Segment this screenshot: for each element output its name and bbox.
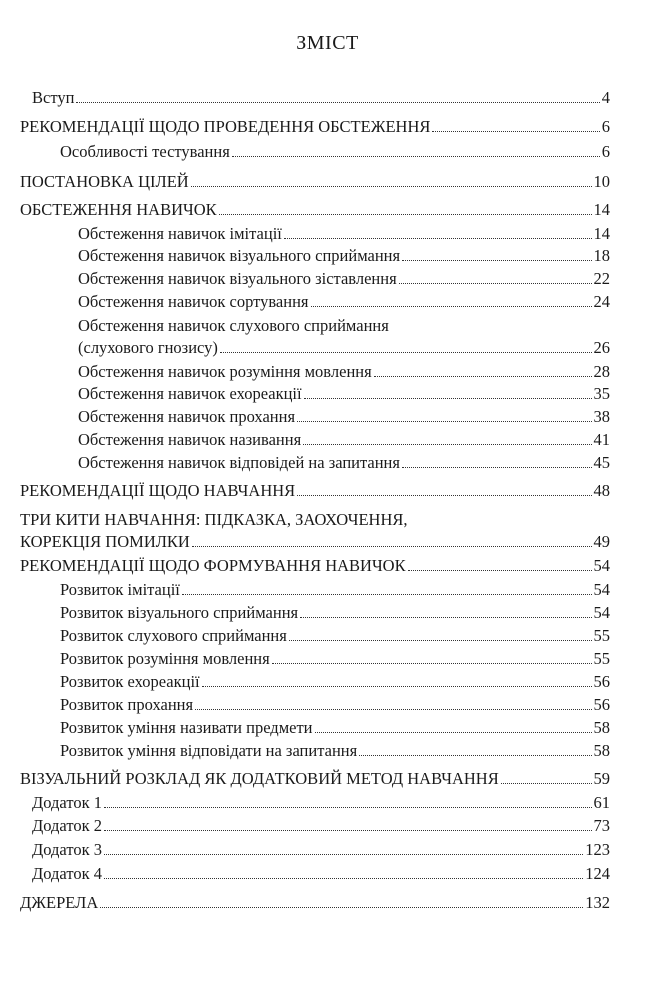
toc-entry-label: Додаток 2 [32, 816, 102, 835]
dot-leader [408, 569, 592, 571]
toc-entry-page-number: 35 [593, 384, 610, 403]
toc-entry-page-number: 59 [593, 769, 610, 788]
dot-leader [104, 829, 592, 831]
toc-entry[interactable] [78, 407, 610, 427]
dot-leader [359, 754, 591, 756]
toc-entry-page-number: 58 [593, 718, 610, 737]
toc-entry-label: ВІЗУАЛЬНИЙ РОЗКЛАД ЯК ДОДАТКОВИЙ МЕТОД НАВЧАННЯ [20, 769, 499, 788]
toc-entry[interactable] [20, 532, 610, 552]
dot-leader [315, 731, 592, 733]
toc-entry-label: Розвиток розуміння мовлення [60, 649, 270, 668]
toc-entry[interactable] [20, 893, 610, 913]
toc-entry[interactable] [20, 481, 610, 501]
toc-entry-page-number: 132 [585, 893, 610, 912]
toc-entry-page-number: 56 [593, 695, 610, 714]
toc-entry-page-number: 14 [593, 224, 610, 243]
toc-entry-page-number: 124 [585, 864, 610, 883]
toc-entry[interactable] [78, 453, 610, 473]
toc-entry[interactable] [60, 649, 610, 669]
toc-entry[interactable] [78, 384, 610, 404]
toc-entry-label: ПОСТАНОВКА ЦІЛЕЙ [20, 172, 189, 191]
toc-entry-label: Вступ [32, 88, 75, 107]
dot-leader [300, 616, 591, 618]
toc-entry-page-number: 58 [593, 741, 610, 760]
toc-entry[interactable] [78, 292, 610, 312]
toc-entry[interactable] [78, 269, 610, 289]
dot-leader [220, 351, 592, 353]
toc-entry[interactable] [60, 626, 610, 646]
dot-leader [303, 443, 591, 445]
toc-entry-label: ОБСТЕЖЕННЯ НАВИЧОК [20, 200, 217, 219]
toc-entry-label: Розвиток ехореакції [60, 672, 200, 691]
page-title: ЗМІСТ [296, 32, 359, 54]
toc-entry-label: Особливості тестування [60, 142, 230, 161]
toc-entry[interactable] [32, 88, 610, 108]
dot-leader [272, 662, 592, 664]
toc-entry-label: Розвиток уміння відповідати на запитання [60, 741, 358, 760]
toc-entry-page-number: 10 [593, 172, 610, 191]
dot-leader [374, 375, 592, 377]
toc-entry[interactable] [78, 246, 610, 266]
dot-leader [192, 545, 592, 547]
toc-entry-label: Обстеження навичок відповідей на запитання [78, 453, 400, 472]
dot-leader [104, 853, 583, 855]
toc-entry-label: Додаток 4 [32, 864, 102, 883]
toc-entry-page-number: 54 [593, 556, 610, 575]
dot-leader [100, 906, 583, 908]
toc-entry-label: РЕКОМЕНДАЦІЇ ЩОДО ФОРМУВАННЯ НАВИЧОК [20, 556, 406, 575]
toc-entry[interactable] [32, 816, 610, 836]
toc-entry[interactable] [78, 430, 610, 450]
dot-leader [311, 305, 592, 307]
toc-entry-label: Обстеження навичок розуміння мовлення [78, 362, 372, 381]
toc-entry-label: Обстеження навичок імітації [78, 224, 282, 243]
toc-entry[interactable] [60, 695, 610, 715]
toc-entry-page-number: 22 [593, 269, 610, 288]
toc-entry-page-number: 54 [593, 603, 610, 622]
toc-entry-label: Розвиток імітації [60, 580, 180, 599]
dot-leader [432, 130, 599, 132]
dot-leader [501, 782, 592, 784]
toc-entry-label: Обстеження навичок ехореакції [78, 384, 302, 403]
toc-entry-label: Додаток 3 [32, 840, 102, 859]
toc-entry-label: Обстеження навичок візуального сприймання [78, 246, 401, 265]
toc-entry-page-number: 24 [593, 292, 610, 311]
toc-entry[interactable] [32, 864, 610, 884]
toc-entry-label: Обстеження навичок називання [78, 430, 302, 449]
toc-entry[interactable] [20, 556, 610, 576]
toc-entry-label: Розвиток прохання [60, 695, 194, 714]
toc-entry-label: Розвиток уміння називати предмети [60, 718, 313, 737]
toc-entry-page-number: 14 [593, 200, 610, 219]
toc-entry-label: РЕКОМЕНДАЦІЇ ЩОДО ПРОВЕДЕННЯ ОБСТЕЖЕННЯ [20, 117, 431, 136]
toc-entry-label: КОРЕКЦІЯ ПОМИЛКИ [20, 532, 190, 551]
dot-leader [191, 185, 592, 187]
toc-entry-page-number: 123 [585, 840, 610, 859]
toc-entry-label: Розвиток візуального сприймання [60, 603, 299, 622]
toc-entry-page-number: 6 [601, 142, 610, 161]
dot-leader [304, 397, 592, 399]
toc-entry-page-number: 45 [593, 453, 610, 472]
dot-leader [297, 494, 591, 496]
toc-entry-label: ДЖЕРЕЛА [20, 893, 99, 912]
toc-entry[interactable] [20, 200, 610, 220]
dot-leader [402, 259, 591, 261]
toc-entry-label: Обстеження навичок прохання [78, 407, 296, 426]
toc-entry[interactable] [78, 224, 610, 244]
toc-entry-label: (слухового гнозису) [78, 338, 218, 357]
toc-entry-page-number: 26 [593, 338, 610, 357]
dot-leader [76, 101, 599, 103]
dot-leader [284, 237, 592, 239]
toc-entry[interactable] [60, 142, 610, 162]
toc-entry-label: Додаток 1 [32, 793, 102, 812]
dot-leader [289, 639, 592, 641]
toc-entry-page-number: 61 [593, 793, 610, 812]
toc-entry-page-number: 18 [593, 246, 610, 265]
dot-leader [104, 877, 583, 879]
toc-entry-label: РЕКОМЕНДАЦІЇ ЩОДО НАВЧАННЯ [20, 481, 296, 500]
toc-entry[interactable] [78, 338, 610, 358]
toc-entry-page-number: 54 [593, 580, 610, 599]
toc-entry-page-number: 38 [593, 407, 610, 426]
toc-entry-page-number: 55 [593, 649, 610, 668]
toc-entry[interactable] [60, 741, 610, 761]
toc-entry[interactable] [32, 793, 610, 813]
dot-leader [232, 155, 600, 157]
toc-entry-page-number: 73 [593, 816, 610, 835]
toc-entry-label-line1: ТРИ КИТИ НАВЧАННЯ: ПІДКАЗКА, ЗАОХОЧЕННЯ, [20, 510, 408, 529]
dot-leader [219, 213, 592, 215]
toc-entry[interactable] [60, 718, 610, 738]
dot-leader [195, 708, 591, 710]
toc-entry-page-number: 48 [593, 481, 610, 500]
dot-leader [297, 420, 591, 422]
toc-entry-label: Обстеження навичок сортування [78, 292, 309, 311]
toc-entry[interactable] [20, 172, 610, 192]
toc-entry[interactable] [60, 580, 610, 600]
toc-entry[interactable] [20, 769, 610, 789]
toc-entry[interactable] [60, 672, 610, 692]
dot-leader [202, 685, 592, 687]
toc-entry[interactable] [78, 362, 610, 382]
toc-entry-page-number: 49 [593, 532, 610, 551]
dot-leader [104, 806, 592, 808]
toc-entry-page-number: 41 [593, 430, 610, 449]
dot-leader [402, 466, 592, 468]
toc-entry-page-number: 55 [593, 626, 610, 645]
toc-entry-page-number: 28 [593, 362, 610, 381]
toc-entry[interactable] [60, 603, 610, 623]
toc-entry[interactable] [20, 117, 610, 137]
toc-entry-page-number: 6 [601, 117, 610, 136]
toc-entry-label-line1: Обстеження навичок слухового сприймання [78, 316, 389, 335]
dot-leader [182, 593, 592, 595]
toc-entry-page-number: 4 [601, 88, 610, 107]
toc-entry[interactable] [32, 840, 610, 860]
toc-entry-page-number: 56 [593, 672, 610, 691]
toc-entry-label: Розвиток слухового сприймання [60, 626, 287, 645]
dot-leader [399, 282, 592, 284]
toc-entry-label: Обстеження навичок візуального зіставлення [78, 269, 397, 288]
